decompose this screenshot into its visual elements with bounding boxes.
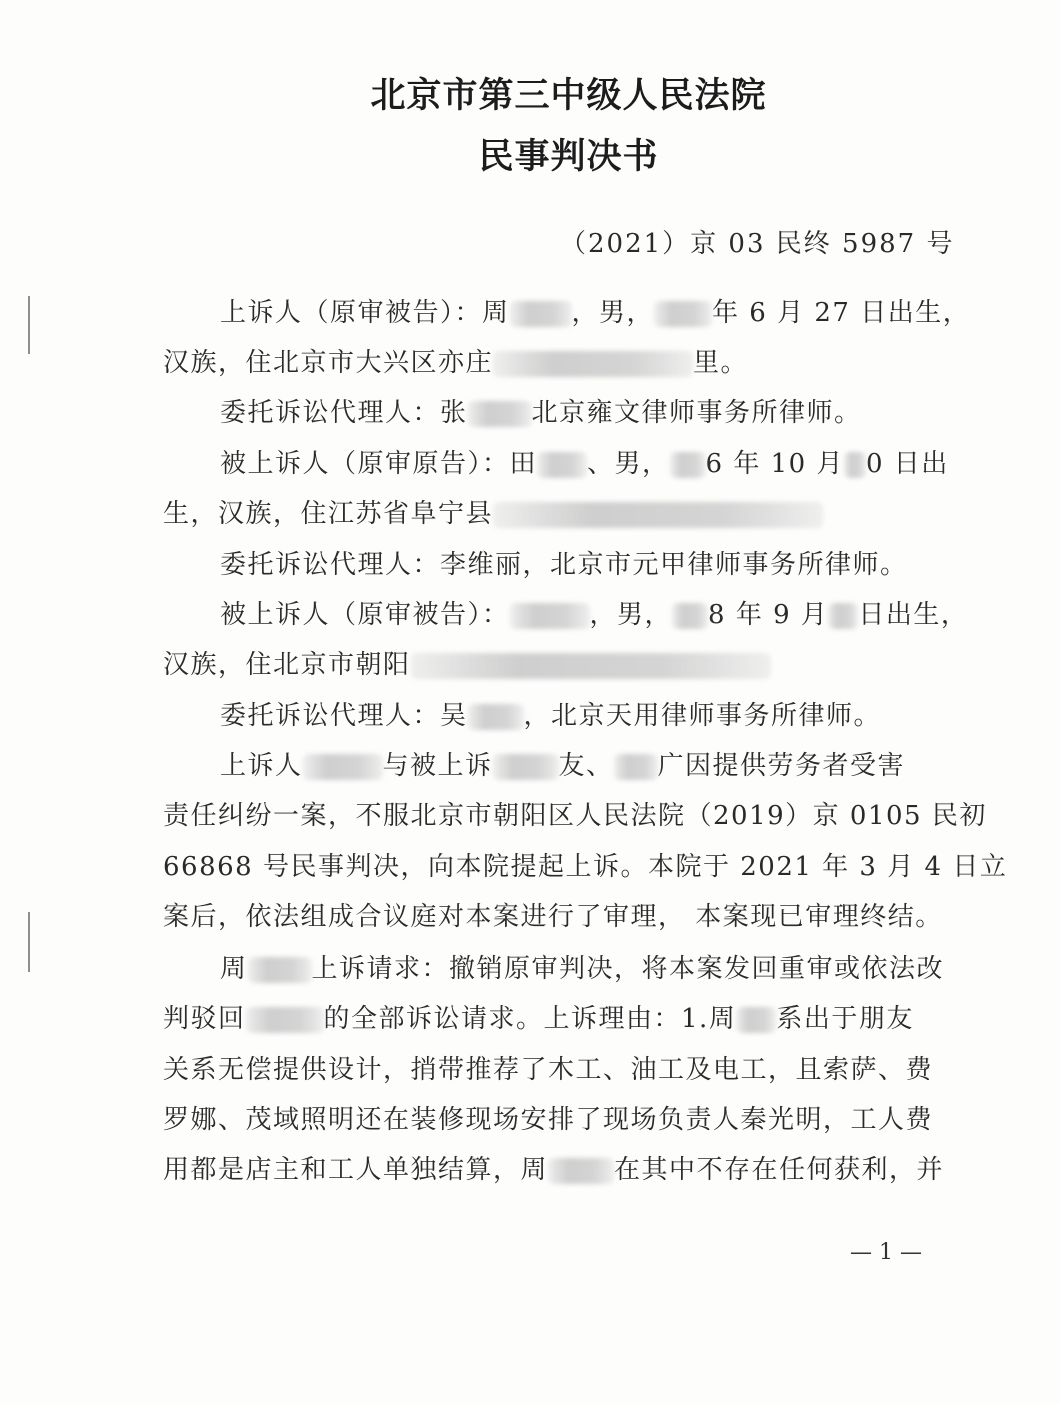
redaction-blur bbox=[828, 603, 858, 629]
body-paragraph-line: 周 上诉请求：撤销原审判决，将本案发回重审或依法改 bbox=[220, 954, 945, 984]
case-number: （2021）京 03 民终 5987 号 bbox=[560, 229, 955, 259]
redaction-blur bbox=[248, 957, 312, 983]
appellee-line: 汉族，住北京市朝阳 bbox=[163, 648, 771, 682]
body-paragraph-line: 上诉人 与被上诉 友、 广因提供劳务者受害 bbox=[220, 751, 906, 781]
redaction-blur bbox=[468, 704, 524, 730]
redaction-blur bbox=[493, 754, 559, 780]
appellant-line: 汉族，住北京市大兴区亦庄 里。 bbox=[163, 348, 749, 378]
redaction-blur bbox=[303, 754, 383, 780]
redaction-blur bbox=[537, 452, 587, 478]
redaction-blur bbox=[672, 603, 708, 629]
body-paragraph-line: 66868 号民事判决，向本院提起上诉。本院于 2021 年 3 月 4 日立 bbox=[163, 852, 1008, 882]
body-paragraph-line: 关系无偿提供设计，捎带推荐了木工、油工及电工，且索萨、费 bbox=[163, 1055, 934, 1085]
redaction-blur bbox=[411, 653, 771, 679]
margin-binding-mark bbox=[28, 912, 30, 972]
court-name-title: 北京市第三中级人民法院 bbox=[370, 75, 767, 116]
redaction-blur bbox=[614, 754, 658, 780]
body-paragraph-line: 用都是店主和工人单独结算，周 在其中不存在任何获利，并 bbox=[163, 1155, 945, 1185]
agent-line: 委托诉讼代理人：吴 ，北京天用律师事务所律师。 bbox=[220, 701, 882, 731]
redaction-blur bbox=[670, 452, 706, 478]
redaction-blur bbox=[510, 301, 572, 327]
appellee-line: 被上诉人（原审原告）：田 、男， 6 年 10 月 0 日出 bbox=[220, 449, 949, 479]
page-number: — 1 — bbox=[850, 1240, 922, 1265]
redaction-blur bbox=[493, 351, 693, 377]
redaction-blur bbox=[654, 301, 712, 327]
body-paragraph-line: 责任纠纷一案，不服北京市朝阳区人民法院（2019）京 0105 民初 bbox=[163, 801, 987, 831]
body-paragraph-line: 判驳回 的全部诉讼请求。上诉理由：1.周 系出于朋友 bbox=[163, 1004, 914, 1034]
agent-line: 委托诉讼代理人：张 北京雍文律师事务所律师。 bbox=[220, 398, 862, 428]
redaction-blur bbox=[246, 1007, 324, 1033]
redaction-blur bbox=[844, 452, 866, 478]
redaction-blur bbox=[736, 1007, 776, 1033]
appellee-line: 被上诉人（原审被告）： ，男， 8 年 9 月 日出生， bbox=[220, 600, 969, 630]
document-type-title: 民事判决书 bbox=[478, 136, 659, 177]
body-paragraph-line: 罗娜、茂域照明还在装修现场安排了现场负责人秦光明，工人费 bbox=[163, 1105, 934, 1135]
redaction-blur bbox=[493, 502, 823, 528]
margin-binding-mark bbox=[28, 296, 30, 354]
redaction-blur bbox=[510, 603, 590, 629]
body-paragraph-line: 案后，依法组成合议庭对本案进行了审理， 本案现已审理终结。 bbox=[163, 902, 943, 932]
redaction-blur bbox=[468, 401, 532, 427]
appellant-line: 上诉人（原审被告）：周 ，男， 年 6 月 27 日出生， bbox=[220, 298, 971, 328]
redaction-blur bbox=[548, 1158, 614, 1184]
agent-line: 委托诉讼代理人：李维丽，北京市元甲律师事务所律师。 bbox=[220, 550, 908, 580]
appellee-line: 生，汉族，住江苏省阜宁县 bbox=[163, 497, 823, 531]
